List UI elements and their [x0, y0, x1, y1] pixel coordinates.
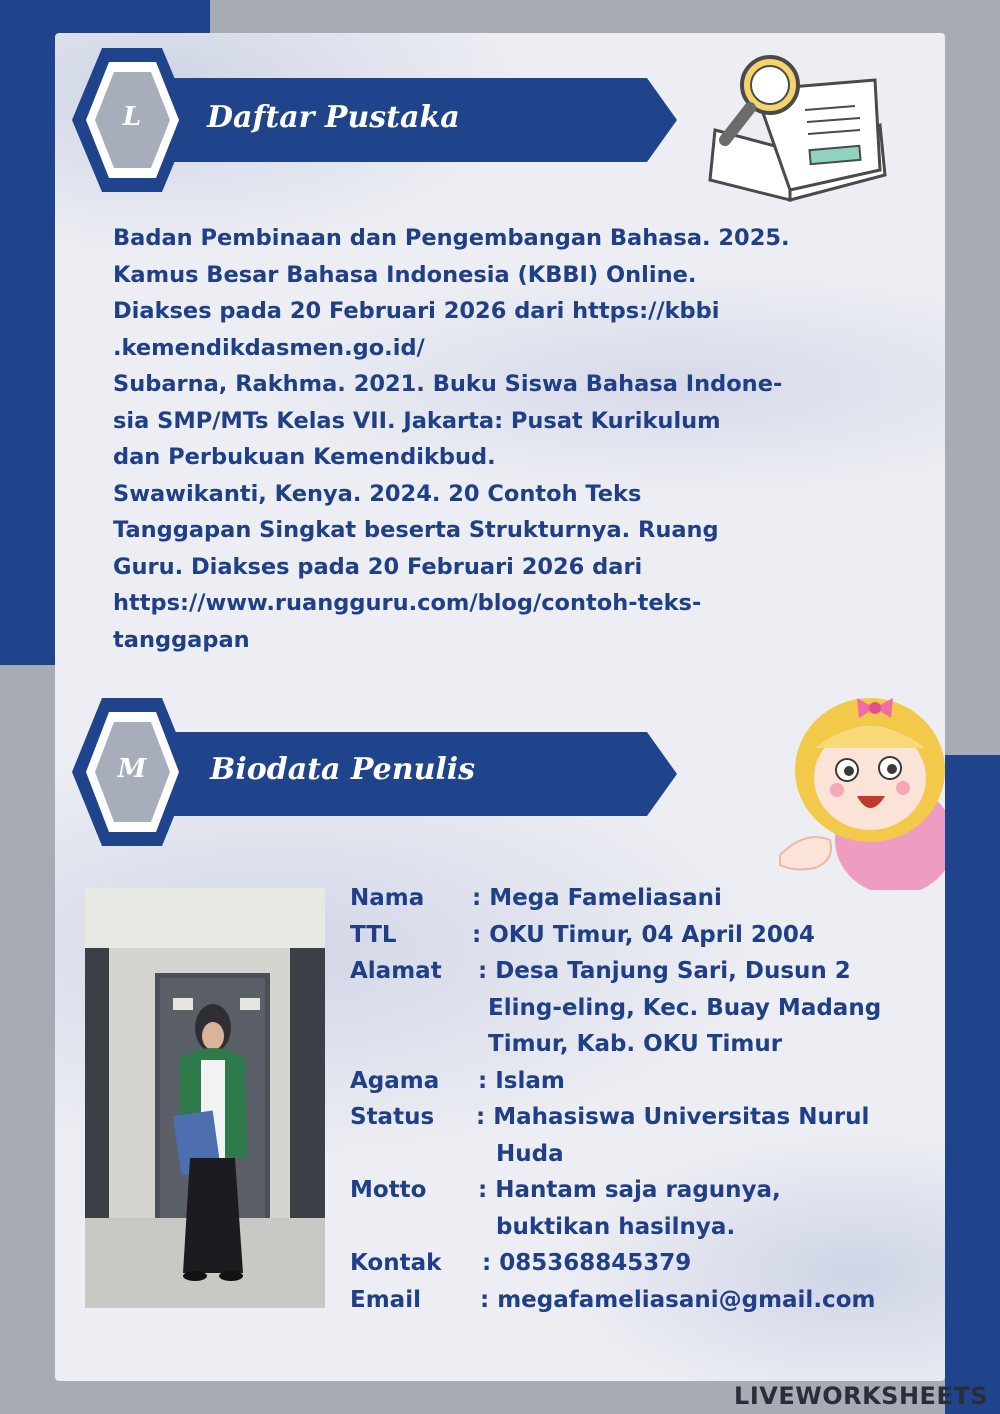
bio-row-status: Status : Mahasiswa Universitas Nurul Huda: [350, 1104, 870, 1167]
reference-item: Swawikanti, Kenya. 2024. 20 Contoh Teks Tanggapan Singkat beserta Strukturnya. Ruang Guru. Diakses pada 20 Februari 2026 dari https://www.ruangguru.com/blog/contoh-teks- tanggapan: [113, 480, 719, 653]
reference-item: Subarna, Rakhma. 2021. Buku Siswa Bahasa Indone- sia SMP/MTs Kelas VII. Jakarta: Pusat Kurikulum dan Perbukuan Kemendikbud.: [113, 371, 783, 470]
magnifier-book-icon: [695, 50, 895, 210]
section-l-letter: L: [122, 102, 142, 132]
reference-item: Badan Pembinaan dan Pengembangan Bahasa. 2025. Kamus Besar Bahasa Indonesia (KBBI) Online. Diakses pada 20 Februari 2026 dari https://kbbi .kemendikdasmen.go.id/: [113, 225, 790, 361]
bg-block-bottom-right: [945, 755, 1000, 1414]
bio-row-motto: Motto : Hantam saja ragunya, buktikan hasilnya.: [350, 1177, 781, 1240]
biodata-list: [350, 880, 950, 1318]
bio-row-alamat: Alamat : Desa Tanjung Sari, Dusun 2 Eling-eling, Kec. Buay Madang Timur, Kab. OKU Timur: [350, 958, 882, 1057]
section-m-banner: [62, 690, 682, 855]
bio-row-nama: Nama : Mega Fameliasani: [350, 885, 722, 911]
liveworksheets-logo[interactable]: LIVEWORKSHEETS: [734, 1382, 988, 1410]
reference-list: [113, 220, 893, 658]
girl-hijab-illustration: [775, 690, 945, 890]
author-photo: [85, 888, 325, 1308]
bio-row-agama: Agama : Islam: [350, 1067, 565, 1094]
bio-row-kontak: Kontak : 085368845379: [350, 1250, 692, 1276]
section-m-title: Biodata Penulis: [210, 752, 476, 787]
section-m-letter: M: [117, 754, 147, 784]
bio-row-ttl: TTL : OKU Timur, 04 April 2004: [350, 921, 815, 948]
bio-row-email: Email : megafameliasani@gmail.com: [350, 1286, 876, 1313]
section-l-title: Daftar Pustaka: [207, 100, 460, 135]
section-l-banner: [62, 40, 682, 200]
